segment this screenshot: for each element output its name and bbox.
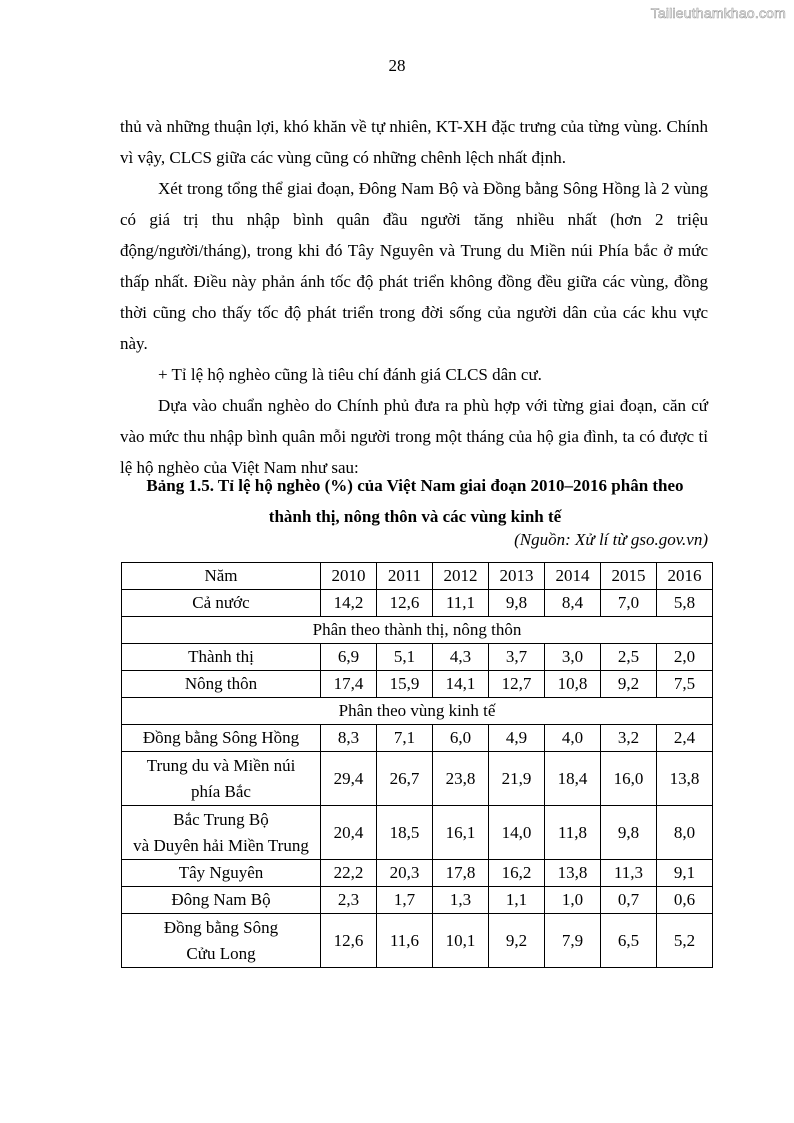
header-cell: 2016 bbox=[657, 563, 713, 590]
paragraph: Dựa vào chuẩn nghèo do Chính phủ đưa ra phù hợp với từng giai đoạn, căn cứ vào mức thu nhập bình quân mỗi người trong một tháng của hộ gia đình, ta có được tỉ lệ hộ nghèo của Việt Nam như sau: bbox=[120, 396, 708, 477]
body-text bbox=[120, 111, 708, 483]
value-cell: 8,0 bbox=[657, 806, 713, 860]
row-label-line: Trung du và Miền núi bbox=[146, 755, 296, 775]
header-cell: 2010 bbox=[321, 563, 377, 590]
value-cell: 15,9 bbox=[377, 671, 433, 698]
value-cell: 29,4 bbox=[321, 752, 377, 806]
row-label-line: Tây Nguyên bbox=[178, 863, 264, 882]
value-cell: 7,1 bbox=[377, 725, 433, 752]
header-cell: Năm bbox=[122, 563, 321, 590]
value-cell: 9,2 bbox=[489, 914, 545, 968]
row-label-cell bbox=[122, 887, 321, 914]
value-cell: 21,9 bbox=[489, 752, 545, 806]
value-cell: 10,8 bbox=[545, 671, 601, 698]
value-cell: 18,5 bbox=[377, 806, 433, 860]
table-row bbox=[122, 725, 713, 752]
value-cell: 17,4 bbox=[321, 671, 377, 698]
value-cell: 16,0 bbox=[601, 752, 657, 806]
paragraph: thủ và những thuận lợi, khó khăn về tự nhiên, KT-XH đặc trưng của từng vùng. Chính vì vậy, CLCS giữa các vùng cũng có những chênh lệch nhất định. bbox=[120, 117, 708, 167]
caption-line: thành thị, nông thôn và các vùng kinh tế bbox=[268, 507, 562, 526]
header-cell: 2014 bbox=[545, 563, 601, 590]
value-cell: 2,4 bbox=[657, 725, 713, 752]
row-label-cell bbox=[122, 725, 321, 752]
value-cell: 11,1 bbox=[433, 590, 489, 617]
paragraph: + Tỉ lệ hộ nghèo cũng là tiêu chí đánh giá CLCS dân cư. bbox=[158, 365, 542, 384]
row-label-line: phía Bắc bbox=[191, 781, 251, 801]
row-label-cell bbox=[122, 914, 321, 968]
value-cell: 11,3 bbox=[601, 860, 657, 887]
value-cell: 9,1 bbox=[657, 860, 713, 887]
value-cell: 8,4 bbox=[545, 590, 601, 617]
value-cell: 2,3 bbox=[321, 887, 377, 914]
paragraph: Xét trong tổng thể giai đoạn, Đông Nam Bộ và Đồng bằng Sông Hồng là 2 vùng có giá trị thu nhập bình quân đầu người tăng nhiều nhất (hơn 2 triệu động/người/tháng), trong khi đó Tây Nguyên và Trung du Miền núi Phía bắc ở mức thấp nhất. Điều này phản ánh tốc độ phát triển không đồng đều giữa các vùng, đồng thời cũng cho thấy tốc độ phát triển trong đời sống của người dân của các khu vực này. bbox=[120, 179, 708, 353]
value-cell: 9,8 bbox=[601, 806, 657, 860]
value-cell: 5,1 bbox=[377, 644, 433, 671]
value-cell: 7,5 bbox=[657, 671, 713, 698]
section-cell: Phân theo vùng kinh tế bbox=[122, 698, 713, 725]
value-cell: 13,8 bbox=[545, 860, 601, 887]
value-cell: 20,4 bbox=[321, 806, 377, 860]
row-label-cell bbox=[122, 644, 321, 671]
value-cell: 16,1 bbox=[433, 806, 489, 860]
table-row bbox=[122, 590, 713, 617]
row-label-line: Bắc Trung Bộ bbox=[173, 809, 269, 829]
value-cell: 11,6 bbox=[377, 914, 433, 968]
value-cell: 3,0 bbox=[545, 644, 601, 671]
caption-line: Bảng 1.5. Tỉ lệ hộ nghèo (%) của Việt Nam giai đoạn 2010–2016 phân theo bbox=[146, 476, 684, 495]
table-row bbox=[122, 806, 713, 860]
header-cell: 2015 bbox=[601, 563, 657, 590]
table-header-row bbox=[122, 563, 713, 590]
value-cell: 1,0 bbox=[545, 887, 601, 914]
table-row bbox=[122, 752, 713, 806]
value-cell: 9,8 bbox=[489, 590, 545, 617]
value-cell: 8,3 bbox=[321, 725, 377, 752]
value-cell: 14,0 bbox=[489, 806, 545, 860]
value-cell: 1,7 bbox=[377, 887, 433, 914]
section-row bbox=[122, 617, 713, 644]
table-row bbox=[122, 887, 713, 914]
table-row bbox=[122, 914, 713, 968]
row-label-cell bbox=[122, 671, 321, 698]
value-cell: 4,3 bbox=[433, 644, 489, 671]
value-cell: 14,1 bbox=[433, 671, 489, 698]
value-cell: 12,6 bbox=[321, 914, 377, 968]
value-cell: 17,8 bbox=[433, 860, 489, 887]
table-source: (Nguồn: Xử lí từ gso.gov.vn) bbox=[514, 530, 708, 549]
table-row bbox=[122, 644, 713, 671]
header-cell: 2012 bbox=[433, 563, 489, 590]
value-cell: 6,0 bbox=[433, 725, 489, 752]
value-cell: 1,3 bbox=[433, 887, 489, 914]
value-cell: 4,9 bbox=[489, 725, 545, 752]
row-label-line: Đồng bằng Sông Hồng bbox=[142, 728, 300, 747]
header-cell: 2011 bbox=[377, 563, 433, 590]
value-cell: 12,6 bbox=[377, 590, 433, 617]
value-cell: 14,2 bbox=[321, 590, 377, 617]
value-cell: 6,5 bbox=[601, 914, 657, 968]
value-cell: 2,0 bbox=[657, 644, 713, 671]
value-cell: 0,7 bbox=[601, 887, 657, 914]
value-cell: 10,1 bbox=[433, 914, 489, 968]
value-cell: 11,8 bbox=[545, 806, 601, 860]
watermark: Tailieuthamkhao.com bbox=[650, 5, 786, 21]
value-cell: 3,2 bbox=[601, 725, 657, 752]
value-cell: 7,9 bbox=[545, 914, 601, 968]
value-cell: 7,0 bbox=[601, 590, 657, 617]
row-label-line: và Duyên hải Miền Trung bbox=[133, 835, 309, 855]
poverty-rate-table bbox=[121, 562, 713, 968]
row-label-cell bbox=[122, 752, 321, 806]
value-cell: 9,2 bbox=[601, 671, 657, 698]
row-label-cell bbox=[122, 806, 321, 860]
row-label-line: Đông Nam Bộ bbox=[171, 890, 271, 909]
table-caption bbox=[110, 470, 720, 532]
page-number: 28 bbox=[388, 56, 406, 75]
section-cell: Phân theo thành thị, nông thôn bbox=[122, 617, 713, 644]
value-cell: 1,1 bbox=[489, 887, 545, 914]
value-cell: 12,7 bbox=[489, 671, 545, 698]
value-cell: 6,9 bbox=[321, 644, 377, 671]
row-label-line: Đồng bằng Sông bbox=[163, 917, 279, 937]
row-label-cell bbox=[122, 590, 321, 617]
row-label-line: Thành thị bbox=[188, 647, 254, 666]
value-cell: 23,8 bbox=[433, 752, 489, 806]
row-label-line: Cửu Long bbox=[186, 943, 256, 963]
table-row bbox=[122, 671, 713, 698]
value-cell: 26,7 bbox=[377, 752, 433, 806]
section-row bbox=[122, 698, 713, 725]
value-cell: 18,4 bbox=[545, 752, 601, 806]
table-row bbox=[122, 860, 713, 887]
value-cell: 5,8 bbox=[657, 590, 713, 617]
value-cell: 3,7 bbox=[489, 644, 545, 671]
value-cell: 13,8 bbox=[657, 752, 713, 806]
row-label-cell bbox=[122, 860, 321, 887]
value-cell: 4,0 bbox=[545, 725, 601, 752]
value-cell: 16,2 bbox=[489, 860, 545, 887]
value-cell: 5,2 bbox=[657, 914, 713, 968]
value-cell: 2,5 bbox=[601, 644, 657, 671]
value-cell: 0,6 bbox=[657, 887, 713, 914]
value-cell: 22,2 bbox=[321, 860, 377, 887]
row-label-line: Nông thôn bbox=[184, 674, 258, 693]
row-label-line: Cả nước bbox=[192, 593, 250, 612]
value-cell: 20,3 bbox=[377, 860, 433, 887]
header-cell: 2013 bbox=[489, 563, 545, 590]
